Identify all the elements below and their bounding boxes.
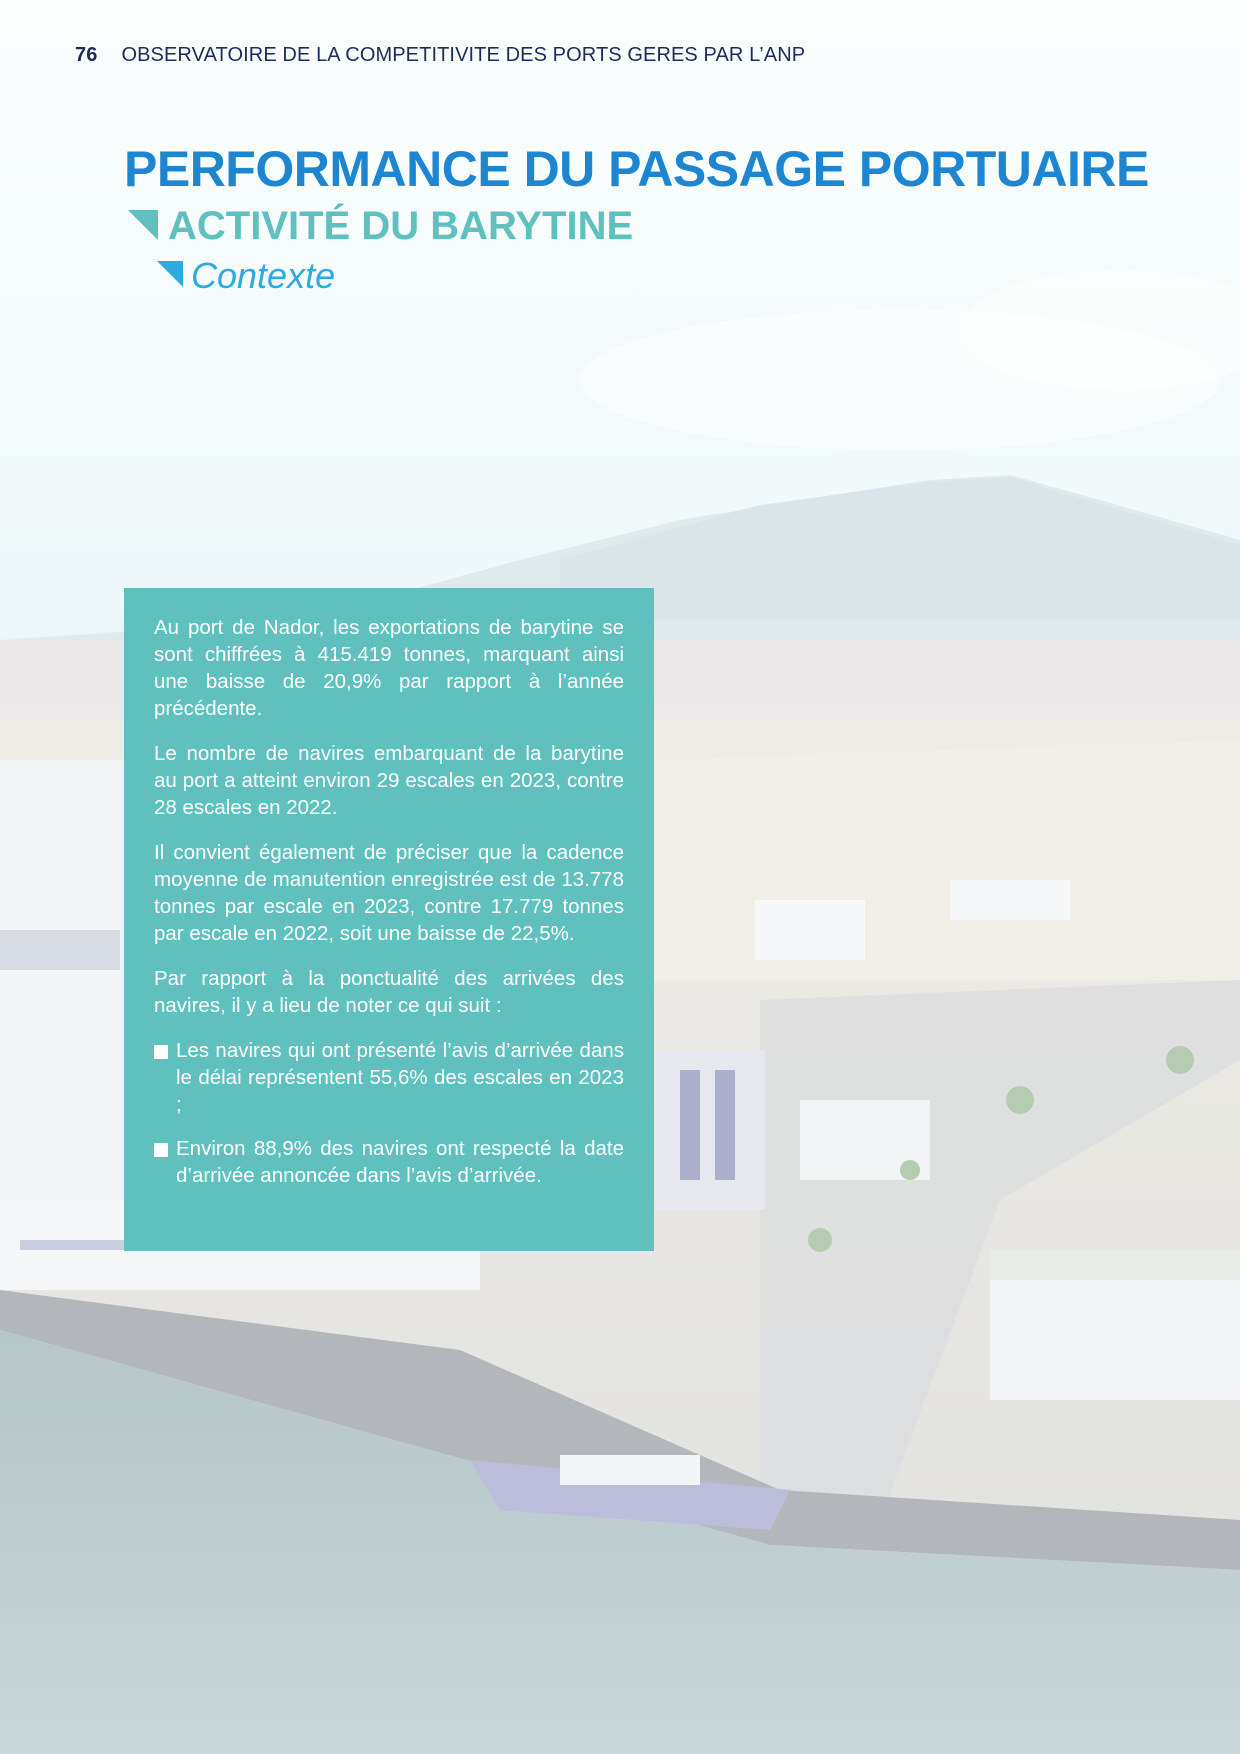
section-heading-text: ACTIVITÉ DU BARYTINE <box>168 204 634 248</box>
running-header <box>75 44 805 67</box>
square-bullet-icon <box>154 1045 168 1059</box>
paragraph: Le nombre de navires embarquant de la barytine au port a atteint environ 29 escales en 2023, contre 28 escales en 2022. <box>154 742 624 819</box>
triangle-marker-icon <box>157 261 183 287</box>
bullet-list <box>154 1037 624 1189</box>
text-box <box>124 588 654 1251</box>
list-item-text: Les navires qui ont présenté l’avis d’arrivée dans le délai représentent 55,6% des escales en 2023 ; <box>176 1039 624 1116</box>
running-title: OBSERVATOIRE DE LA COMPETITIVITE DES PORTS GERES PAR L’ANP <box>121 44 806 66</box>
page-number: 76 <box>75 44 98 66</box>
subsection-heading-text: Contexte <box>191 255 336 296</box>
subsection-heading <box>157 255 335 297</box>
list-item <box>154 1037 624 1118</box>
paragraph: Par rapport à la ponctualité des arrivées des navires, il y a lieu de noter ce qui suit : <box>154 967 624 1017</box>
page-title: PERFORMANCE DU PASSAGE PORTUAIRE <box>124 141 1149 197</box>
triangle-marker-icon <box>128 210 158 240</box>
section-heading <box>128 204 633 249</box>
paragraph: Il convient également de préciser que la cadence moyenne de manutention enregistrée est de 13.778 tonnes par escale en 2023, contre 17.779 tonnes par escale en 2022, soit une baisse de 22,5%. <box>154 841 624 945</box>
square-bullet-icon <box>154 1143 168 1157</box>
paragraph: Au port de Nador, les exportations de barytine se sont chiffrées à 415.419 tonnes, marquant ainsi une baisse de 20,9% par rapport à l’année précédente. <box>154 616 624 720</box>
list-item-text: Environ 88,9% des navires ont respecté la date d’arrivée annoncée dans l’avis d’arrivée. <box>176 1137 624 1187</box>
list-item <box>154 1135 624 1189</box>
